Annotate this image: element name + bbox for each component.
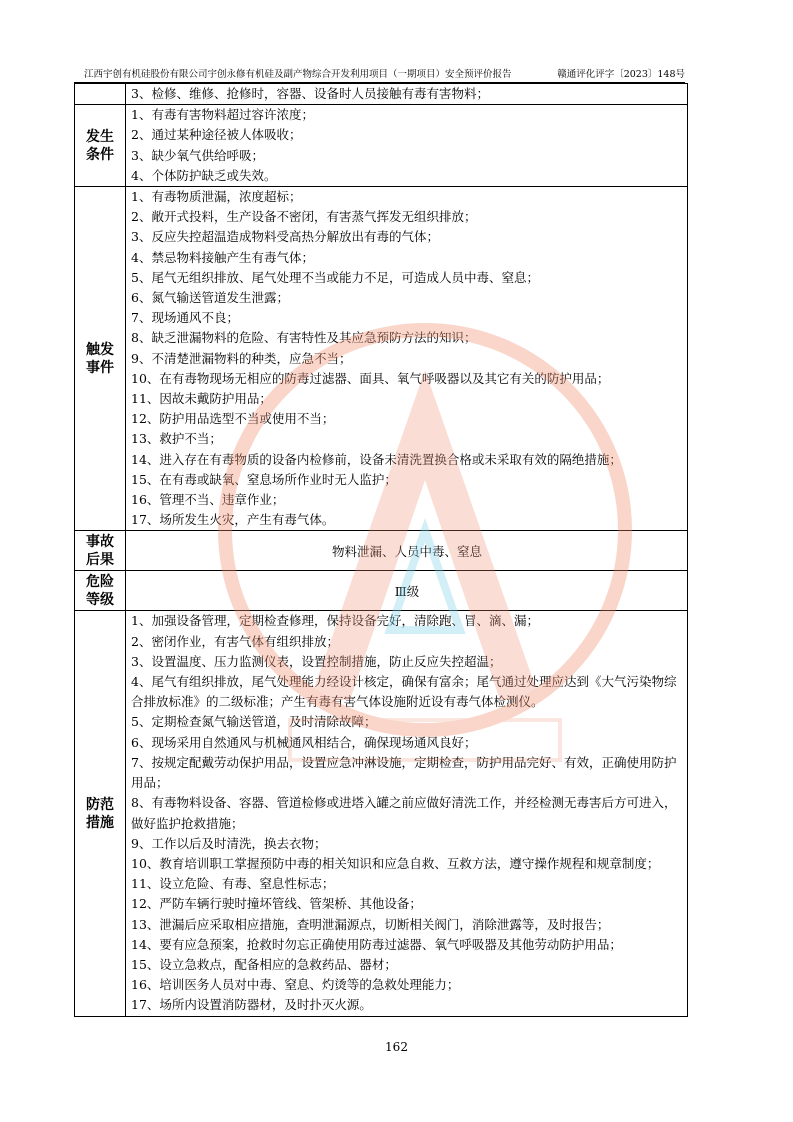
list-item: 9、不清楚泄漏物料的种类，应急不当；	[131, 350, 352, 366]
header-report-number: 赣通评化评字〔2023〕148号	[557, 69, 685, 80]
page-number: 162	[385, 1040, 408, 1054]
list-item: 16、管理不当、违章作业；	[131, 492, 285, 508]
list-item: 3、缺少氧气供给呼吸；	[131, 147, 264, 163]
row-label	[75, 571, 126, 611]
list-item: 16、培训医务人员对中毒、窒息、灼烫等的急救处理能力；	[131, 977, 460, 993]
list-item: 12、防护用品选型不当或使用不当；	[131, 411, 335, 427]
list-item: 9、工作以后及时清洗，换去衣物；	[131, 835, 327, 851]
list-item: 15、设立急救点，配备相应的急救药品、器材；	[131, 956, 397, 972]
table-row-triggers	[75, 187, 688, 531]
list-item: 4、尾气有组织排放，尾气处理能力经设计核定，确保有富余；尾气通过处理应达到《大气污染物综合排放标准》的二级标准；产生有毒有害气体设施附近设有毒气体检测仪。	[131, 674, 677, 710]
table-row-conditions	[75, 105, 688, 187]
list-item: 11、因故未戴防护用品；	[131, 391, 272, 407]
list-item: 3、设置温度、压力监测仪表，设置控制措施，防止反应失控超温；	[131, 653, 502, 669]
table-row-consequence	[75, 531, 688, 571]
list-item: 7、现场通风不良；	[131, 310, 239, 326]
row-content	[126, 84, 688, 105]
list-item: 3、反应失控超温造成物料受高热分解放出有毒的气体；	[131, 229, 439, 245]
list-item: 8、有毒物料设备、容器、管道检修或进塔入罐之前应做好清洗工作，并经检测无毒害后方可进入，做好监护抢救措施；	[131, 795, 677, 831]
row-label	[75, 187, 126, 531]
list-item: 13、泄漏后应采取相应措施，查明泄漏源点，切断相关阀门，消除泄露等，及时报告；	[131, 916, 610, 932]
table-row-measures	[75, 611, 688, 1016]
consequence-label: 事故后果	[86, 533, 114, 568]
page-header	[74, 66, 685, 83]
list-item: 15、在有毒或缺氧、窒息场所作业时无人监护；	[131, 471, 397, 487]
measures-list	[126, 611, 688, 1016]
hazard-label: 危险等级	[86, 573, 114, 608]
consequence-value: 物料泄漏、人员中毒、窒息	[126, 531, 688, 571]
list-item: 5、定期检查氮气输送管道，及时清除故障；	[131, 714, 377, 730]
row-label-empty	[75, 84, 126, 105]
hazard-analysis-table	[74, 83, 688, 1017]
list-item: 2、密闭作业，有害气体有组织排放；	[131, 633, 339, 649]
list-item: 2、敞开式投料，生产设备不密闭，有害蒸气挥发无组织排放；	[131, 209, 477, 225]
row-label	[75, 105, 126, 187]
list-item: 17、场所发生火灾，产生有毒气体。	[131, 512, 335, 528]
list-item: 6、现场采用自然通风与机械通风相结合，确保现场通风良好；	[131, 734, 477, 750]
list-item: 1、有毒物质泄漏，浓度超标；	[131, 189, 302, 205]
list-item: 1、加强设备管理，定期检查修理，保持设备完好，清除跑、冒、滴、漏；	[131, 613, 539, 629]
triggers-label: 触发事件	[86, 341, 114, 376]
list-item: 7、按规定配戴劳动保护用品，设置应急冲淋设施，定期检查，防护用品完好、有效，正确使用防护用品；	[131, 754, 677, 791]
table-row-continued	[75, 84, 688, 105]
row-label	[75, 611, 126, 1016]
list-item: 4、禁忌物料接触产生有毒气体；	[131, 249, 314, 265]
list-item: 4、个体防护缺乏或失效。	[131, 167, 277, 183]
list-item: 5、尾气无组织排放、尾气处理不当或能力不足，可造成人员中毒、窒息；	[131, 269, 539, 285]
list-item: 11、设立危险、有毒、窒息性标志；	[131, 876, 335, 892]
row-label	[75, 531, 126, 571]
list-item: 3、检修、维修、抢修时，容器、设备时人员接触有毒有害物料；	[131, 86, 489, 101]
hazard-value: Ⅲ级	[126, 571, 688, 611]
list-item: 8、缺乏泄漏物料的危险、有害特性及其应急预防方法的知识；	[131, 330, 477, 346]
list-item: 6、氮气输送管道发生泄露；	[131, 290, 289, 306]
list-item: 12、严防车辆行驶时撞坏管线、管架桥、其他设备；	[131, 896, 422, 912]
list-item: 2、通过某种途径被人体吸收；	[131, 127, 302, 143]
list-item: 10、教育培训职工掌握预防中毒的相关知识和应急自救、互救方法，遵守操作规程和规章制度；	[131, 855, 660, 871]
header-report-title: 江西宇创有机硅股份有限公司宇创永修有机硅及副产物综合开发利用项目（一期项目）安全预评价报告	[84, 69, 512, 80]
list-item: 14、进入存在有毒物质的设备内检修前，设备未清洗置换合格或未采取有效的隔绝措施；	[131, 451, 622, 467]
triggers-list	[126, 187, 688, 531]
list-item: 10、在有毒物现场无相应的防毒过滤器、面具、氧气呼吸器以及其它有关的防护用品；	[131, 370, 610, 386]
measures-label: 防范措施	[86, 796, 114, 831]
list-item: 17、场所内设置消防器材，及时扑灭火源。	[131, 997, 372, 1013]
table-row-hazard-level	[75, 571, 688, 611]
list-item: 1、有毒有害物料超过容许浓度；	[131, 107, 314, 123]
list-item: 14、要有应急预案，抢救时勿忘正确使用防毒过滤器、氧气呼吸器及其他劳动防护用品；	[131, 936, 622, 952]
list-item: 13、救护不当；	[131, 431, 222, 447]
conditions-label: 发生条件	[86, 128, 114, 163]
conditions-list	[126, 105, 688, 187]
